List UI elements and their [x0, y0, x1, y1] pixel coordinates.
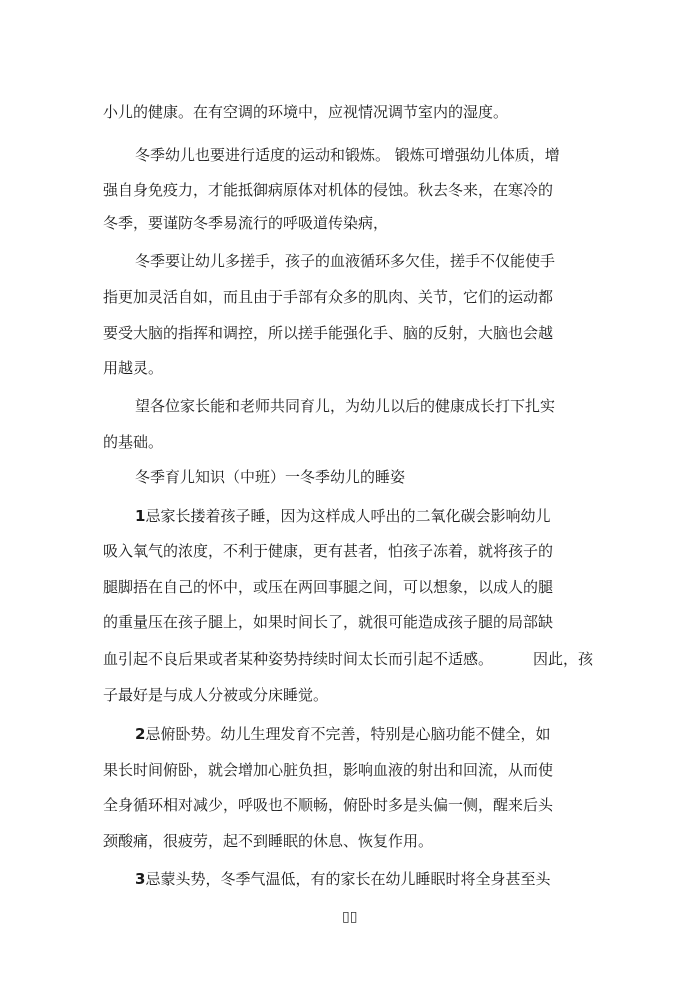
text-line: 强自身免疫力，才能抵御病原体对机体的侵蚀。秋去冬来，在寒冷的	[103, 181, 554, 199]
text-line: 用越灵。	[103, 359, 164, 377]
text-line	[0, 506, 700, 526]
text-line	[0, 724, 700, 744]
text-span: 忌蒙头势，冬季气温低，有的家长在幼儿睡眠时将全身甚至头	[145, 870, 551, 888]
text-line: 的重量压在孩子腿上，如果时间长了，就很可能造成孩子腿的局部缺	[103, 613, 554, 631]
text-line: 全身循环相对减少，呼吸也不顺畅，俯卧时多是头偏一侧，醒来后头	[103, 796, 554, 814]
text-line: 冬季，要谨防冬季易流行的呼吸道传染病，	[103, 214, 389, 232]
text-line: 冬季要让幼儿多搓手，孩子的血液循环多欠佳，搓手不仅能使手	[135, 252, 556, 270]
section-heading: 冬季育儿知识（中班）一冬季幼儿的睡姿	[135, 468, 406, 486]
page-number: ▯▯	[342, 909, 358, 925]
text-line: 望各位家长能和老师共同育儿，为幼儿以后的健康成长打下扎实	[135, 397, 556, 415]
text-line: 冬季幼儿也要进行适度的运动和锻炼。 锻炼可增强幼儿体质，增	[135, 146, 560, 164]
text-span: 因此，孩	[533, 650, 594, 668]
text-span: 忌俯卧势。幼儿生理发育不完善，特别是心脑功能不健全，如	[145, 725, 551, 743]
text-span: 忌家长搂着孩子睡，因为这样成人呼出的二氧化碳会影响幼儿	[145, 507, 551, 525]
text-line: 指更加灵活自如，而且由于手部有众多的肌肉、关节，它们的运动都	[103, 288, 554, 306]
text-line: 吸入氧气的浓度，不利于健康，更有甚者，怕孩子冻着，就将孩子的	[103, 542, 554, 560]
text-line: 要受大脑的指挥和调控，所以搓手能强化手、脑的反射，大脑也会越	[103, 324, 554, 342]
item-number: 2	[135, 725, 146, 743]
item-number: 1	[135, 507, 146, 525]
text-line: 颈酸痛，很疲劳，起不到睡眠的休息、恢复作用。	[103, 832, 434, 850]
text-line: 腿脚捂在自己的怀中，或压在两回事腿之间，可以想象，以成人的腿	[103, 578, 554, 596]
item-number: 3	[135, 870, 146, 888]
text-line	[0, 649, 700, 669]
text-line: 的基础。	[103, 433, 164, 451]
text-line: 子最好是与成人分被或分床睡觉。	[103, 686, 329, 704]
text-line: 果长时间俯卧，就会增加心脏负担，影响血液的射出和回流，从而使	[103, 761, 554, 779]
text-line: 小儿的健康。在有空调的环境中，应视情况调节室内的湿度。	[103, 103, 509, 121]
text-line	[0, 869, 700, 889]
text-span: 血引起不良后果或者某种姿势持续时间太长而引起不适感。	[103, 650, 494, 668]
